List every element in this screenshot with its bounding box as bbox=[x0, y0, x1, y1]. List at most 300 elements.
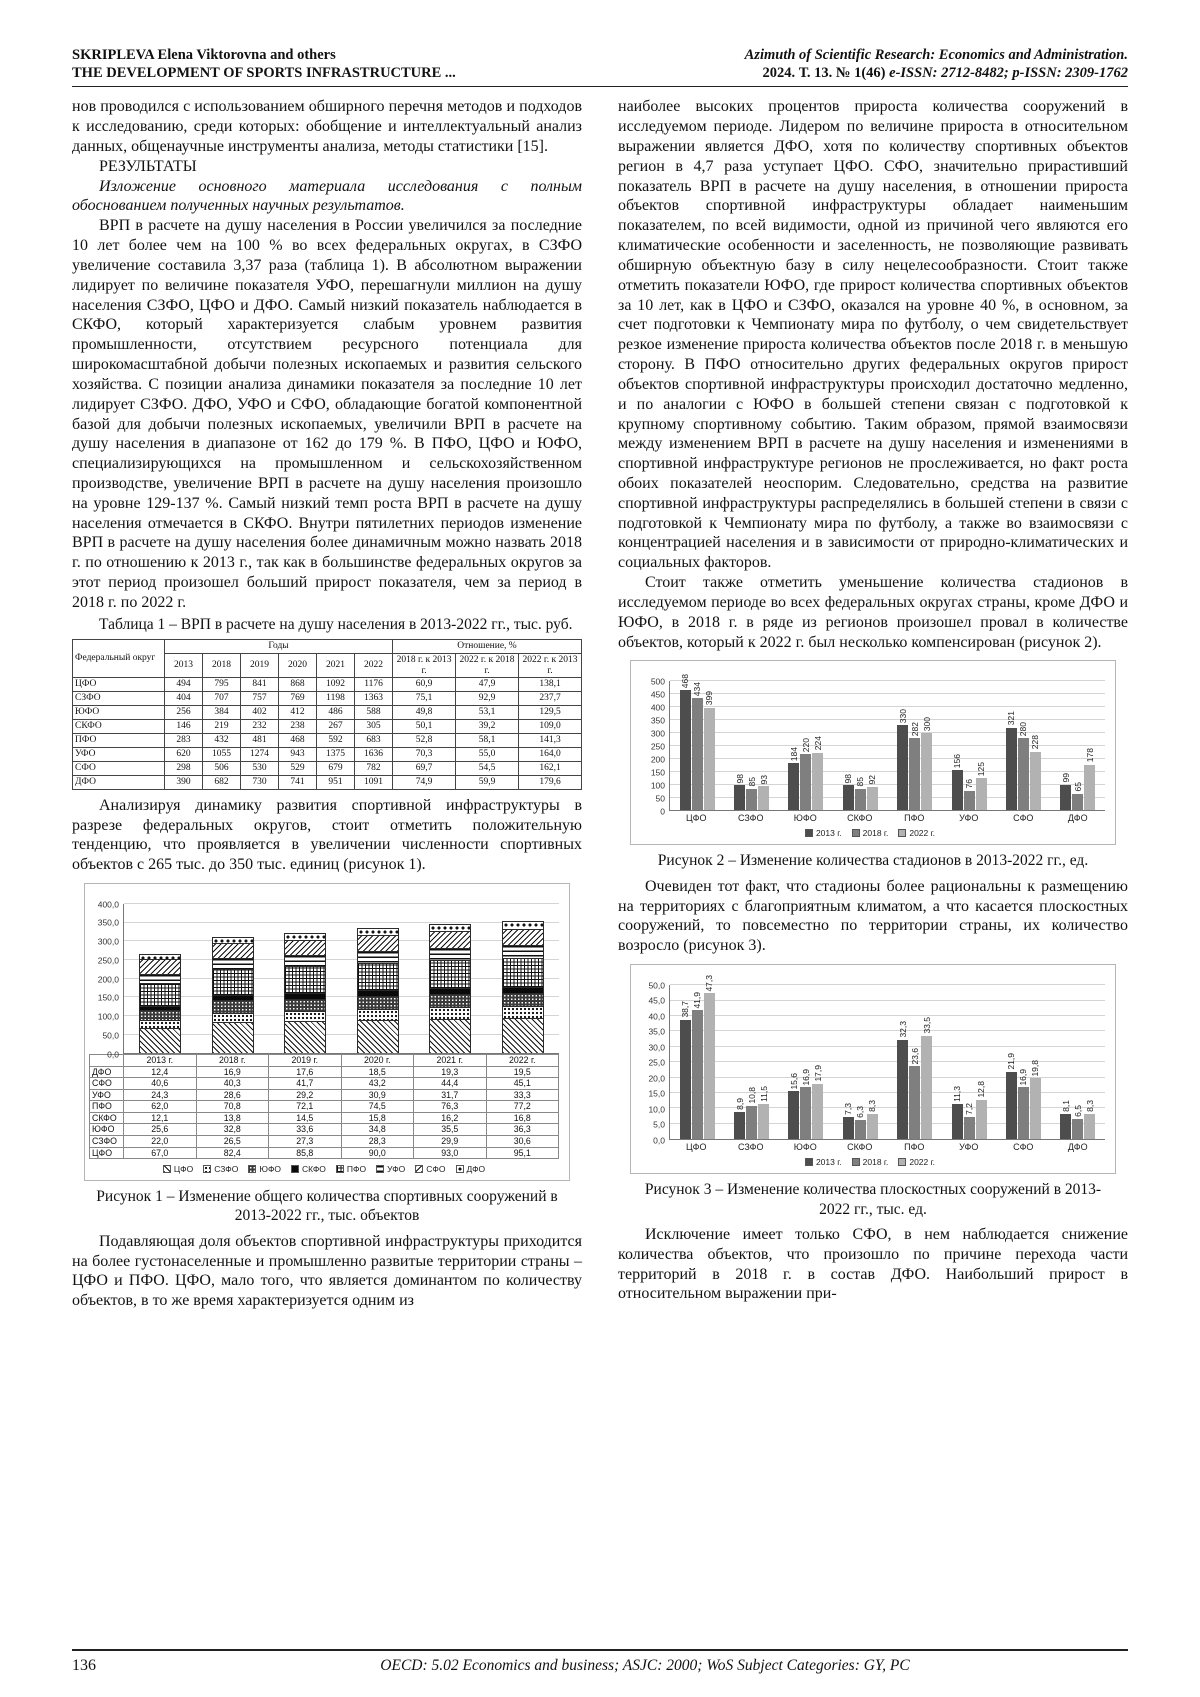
y-tick-label: 0 bbox=[660, 806, 665, 817]
table-cell: 29,9 bbox=[414, 1135, 487, 1147]
table-cell: 41,7 bbox=[269, 1078, 342, 1090]
bar-segment-УФО bbox=[357, 951, 399, 963]
bar bbox=[812, 736, 823, 811]
bar-value-label: 98 bbox=[734, 773, 745, 784]
table-cell: 50,1 bbox=[393, 720, 456, 734]
column-header: 2022 г. к 2013 г. bbox=[519, 653, 582, 678]
bar bbox=[679, 1001, 691, 1139]
y-tick-label: 400,0 bbox=[97, 898, 119, 909]
bar-group bbox=[124, 904, 197, 1053]
table-cell: 238 bbox=[279, 720, 317, 734]
figure-2-chart bbox=[630, 660, 1116, 845]
chart-plot bbox=[89, 898, 559, 1059]
bar-groups bbox=[670, 974, 1105, 1139]
y-tick-label: 500 bbox=[650, 676, 665, 687]
row-header-cell: СЗФО bbox=[90, 1135, 124, 1147]
x-category-label: ДФО bbox=[1067, 813, 1088, 824]
y-tick-label: 350,0 bbox=[97, 917, 119, 928]
paragraph-methods-continued: нов проводился с использованием обширного перечня методов и подходов к исследованию, среди которых: обобщение и интеллектуальный анализ данных, общенаучные инструменты анализа, методы статистики [15]. bbox=[72, 98, 582, 155]
bar-value-label: 92 bbox=[867, 775, 878, 785]
row-header-cell: УФО bbox=[90, 1089, 124, 1101]
bar-value-label: 282 bbox=[909, 721, 920, 736]
table-cell: 15,8 bbox=[341, 1112, 414, 1124]
y-axis bbox=[89, 898, 123, 1059]
table-row bbox=[90, 1101, 559, 1113]
table-cell: 16,8 bbox=[486, 1112, 559, 1124]
table-cell: 16,2 bbox=[414, 1112, 487, 1124]
x-category-label: СФО bbox=[1013, 1142, 1034, 1153]
bar-group bbox=[269, 904, 342, 1053]
table-cell: 74,9 bbox=[393, 775, 456, 789]
table-cell: 53,1 bbox=[456, 706, 519, 720]
table-cell: 707 bbox=[203, 692, 241, 706]
table-cell: 34,8 bbox=[341, 1124, 414, 1136]
bar bbox=[1030, 1059, 1041, 1139]
bar bbox=[975, 1081, 987, 1139]
bar-segment-СЗФО bbox=[284, 1011, 326, 1021]
table-cell: 256 bbox=[165, 706, 203, 720]
legend-swatch bbox=[336, 1165, 344, 1173]
table-cell: 33,3 bbox=[486, 1089, 559, 1101]
table-cell: 1091 bbox=[355, 775, 393, 789]
plot-area bbox=[669, 974, 1105, 1140]
y-tick-label: 0,0 bbox=[653, 1134, 665, 1145]
paragraph-stadiums: Стоит также отметить уменьшение количества стадионов в исследуемом периоде во всех федеральных округах страны, кроме ДФО и ЮФО, в 2018 г. в ряде из регионов произошел провал в количестве объектов, который к 2022 г. был несколько компенсирован (рисунок 2). bbox=[618, 574, 1128, 651]
table-cell: 62,0 bbox=[124, 1101, 197, 1113]
table-cell: 683 bbox=[355, 734, 393, 748]
x-category-label: СЗФО bbox=[737, 1142, 764, 1153]
table-cell: 70,8 bbox=[196, 1101, 269, 1113]
bar-value-label: 11,3 bbox=[951, 1086, 962, 1103]
bar-value-label: 156 bbox=[951, 754, 962, 769]
table-cell: 16,9 bbox=[196, 1066, 269, 1078]
bar-value-label: 224 bbox=[812, 736, 823, 751]
chart-plot bbox=[635, 974, 1105, 1145]
bar bbox=[921, 716, 932, 810]
bar-value-label: 85 bbox=[855, 777, 866, 787]
bar-group bbox=[1051, 681, 1105, 810]
column-header: 2021 bbox=[317, 653, 355, 678]
bar-segment-ЮФО bbox=[429, 994, 471, 1007]
table-row bbox=[90, 1147, 559, 1159]
table-cell: 19,3 bbox=[414, 1066, 487, 1078]
y-tick-label: 35,0 bbox=[648, 1026, 665, 1037]
legend-swatch bbox=[456, 1165, 464, 1173]
bar-group bbox=[996, 681, 1050, 810]
figure-2-caption: Рисунок 2 – Изменение количества стадионов в 2013-2022 гг., ед. bbox=[657, 852, 1089, 870]
table-cell: 468 bbox=[279, 734, 317, 748]
x-category-label: ДФО bbox=[1067, 1142, 1088, 1153]
table-cell: 795 bbox=[203, 678, 241, 692]
bar-value-label: 468 bbox=[679, 673, 690, 688]
table-cell: 592 bbox=[317, 734, 355, 748]
table-cell: 12,1 bbox=[124, 1112, 197, 1124]
table-cell: 30,6 bbox=[486, 1135, 559, 1147]
table-cell: 506 bbox=[203, 761, 241, 775]
legend-swatch bbox=[805, 829, 813, 837]
table-cell: 951 bbox=[317, 775, 355, 789]
bar-value-label: 11,5 bbox=[758, 1085, 769, 1102]
page-number: 136 bbox=[72, 1657, 96, 1674]
y-tick-label: 5,0 bbox=[653, 1119, 665, 1130]
bar-group bbox=[888, 681, 942, 810]
bar bbox=[909, 1047, 920, 1139]
table-cell: 26,5 bbox=[196, 1135, 269, 1147]
page-header bbox=[72, 46, 1128, 87]
bar bbox=[800, 1068, 811, 1139]
legend-swatch bbox=[852, 1158, 860, 1166]
table-cell: 59,9 bbox=[456, 775, 519, 789]
bar bbox=[867, 1099, 878, 1140]
bar bbox=[1006, 711, 1017, 811]
x-category-label: ПФО bbox=[904, 1142, 925, 1153]
table-cell: 52,8 bbox=[393, 734, 456, 748]
table-cell: 44,4 bbox=[414, 1078, 487, 1090]
bar-segment-ЦФО bbox=[502, 1018, 544, 1053]
bar-value-label: 17,9 bbox=[812, 1065, 823, 1082]
table-cell: 14,5 bbox=[269, 1112, 342, 1124]
table-cell: 93,0 bbox=[414, 1147, 487, 1159]
legend-label: 2022 г. bbox=[909, 828, 936, 839]
table-cell: 164,0 bbox=[519, 748, 582, 762]
plot-area bbox=[123, 904, 559, 1054]
table-cell: 18,5 bbox=[341, 1066, 414, 1078]
column-header-district: Федеральный округ bbox=[73, 639, 165, 678]
bar-group bbox=[670, 974, 724, 1139]
x-category-label: СКФО bbox=[847, 1142, 873, 1153]
table-cell: 70,3 bbox=[393, 748, 456, 762]
table-row bbox=[73, 748, 582, 762]
y-tick-label: 450 bbox=[650, 689, 665, 700]
y-axis bbox=[635, 676, 669, 817]
bar-segment-ЮФО bbox=[139, 1010, 181, 1020]
bar bbox=[746, 1087, 757, 1139]
figure-1-data-table bbox=[89, 1054, 559, 1159]
paragraph-infrastructure-dynamics: Анализируя динамику развития спортивной инфраструктуры в разрезе федеральных округов, стоит отметить положительную тенденцию, что проявляется в увеличении численности спортивных объектов с 265 тыс. до 350 тыс. единиц (рисунок 1). bbox=[72, 796, 582, 874]
bar-segment-ЮФО bbox=[284, 999, 326, 1012]
table-cell: 412 bbox=[279, 706, 317, 720]
bar-segment-СЗФО bbox=[212, 1013, 254, 1023]
bar-segment-СФО bbox=[284, 940, 326, 956]
legend-swatch bbox=[898, 829, 906, 837]
table-row bbox=[73, 706, 582, 720]
legend-item bbox=[456, 1164, 486, 1174]
row-header-cell: СЗФО bbox=[73, 692, 165, 706]
bar bbox=[788, 746, 799, 810]
x-category-label: 2019 г. bbox=[269, 1055, 342, 1067]
bar-value-label: 321 bbox=[1006, 711, 1017, 726]
bar-segment-ПФО bbox=[139, 983, 181, 1006]
legend-item bbox=[898, 828, 935, 838]
bar-segment-СФО bbox=[357, 935, 399, 951]
table-cell: 109,0 bbox=[519, 720, 582, 734]
table-cell: 74,5 bbox=[341, 1101, 414, 1113]
bar-value-label: 300 bbox=[921, 716, 932, 732]
legend-item bbox=[852, 828, 889, 838]
bar-segment-ДФО bbox=[502, 921, 544, 928]
bar-segment-ЦФО bbox=[357, 1020, 399, 1054]
header-authors: SKRIPLEVA Elena Viktorovna and others bbox=[72, 47, 336, 63]
legend-item bbox=[336, 1164, 366, 1174]
table-cell: 13,8 bbox=[196, 1112, 269, 1124]
legend-label: СФО bbox=[426, 1164, 446, 1175]
paragraph-vrp-analysis: ВРП в расчете на душу населения в России увеличился за последние 10 лет более чем на 100 % во всех федеральных округах, в СЗФО увеличение составила 3,37 раза (таблица 1). В абсолютном выражении лидирует по величине показателя УФО, перешагнули миллион на душу населения СЗФО, ЦФО и ДФО. Самый низкий показатель наблюдается в СКФО, который характеризуется слабым уровнем развития промышленности, отсутствием ресурсного потенциала для широкомасштабной добычи полезных ископаемых и развития сельского хозяйства. С позиции анализа динамики показателя за последние 10 лет лидирует СЗФО. ДФО, УФО и СФО, обладающие богатой компонентной базой для добычи полезных ископаемых, увеличили ВРП в расчете на душу населения в диапазоне от 162 до 179 %. В ПФО, ЦФО и ЮФО, специализирующихся на промышленном и сельскохозяйственном производстве, увеличение ВРП в расчете на душу населения произошло на уровне 129-137 %. Самый низкий темп роста ВРП в расчете на душу населения отмечается в СКФО. Внутри пятилетних периодов изменение ВРП в расчете на душу населения более динамичным можно назвать 2018 г. по отношению к 2013 г., так как в большинстве федеральных округов за этот период произошел больший прирост показателя, чем за период в 2018 г. по 2022 г. bbox=[72, 217, 582, 611]
bar-segment-СФО bbox=[139, 959, 181, 974]
y-tick-label: 300,0 bbox=[97, 936, 119, 947]
table-cell: 402 bbox=[241, 706, 279, 720]
table-cell: 588 bbox=[355, 706, 393, 720]
legend-label: ЦФО bbox=[173, 1164, 194, 1175]
row-header-cell: ЦФО bbox=[90, 1147, 124, 1159]
bar bbox=[1018, 1068, 1029, 1139]
header-issue: 2024. Т. 13. № 1(46) bbox=[762, 65, 886, 82]
legend-item bbox=[415, 1164, 445, 1174]
bar-segment-ЦФО bbox=[429, 1019, 471, 1054]
table-1-container bbox=[72, 639, 582, 790]
stacked-bar bbox=[429, 904, 471, 1053]
table-cell: 390 bbox=[165, 775, 203, 789]
footer-classification-text: OECD: 5.02 Economics and business; ASJC: 2000; WoS Subject Categories: GY, PC bbox=[380, 1657, 910, 1674]
bar bbox=[897, 709, 908, 810]
bar bbox=[963, 779, 975, 811]
page-footer bbox=[72, 1649, 1128, 1675]
legend-item bbox=[248, 1164, 281, 1174]
bar bbox=[963, 1103, 975, 1139]
x-axis bbox=[669, 813, 1105, 823]
table-cell: 24,3 bbox=[124, 1089, 197, 1101]
bar bbox=[843, 773, 854, 810]
table-cell: 404 bbox=[165, 692, 203, 706]
table-cell: 55,0 bbox=[456, 748, 519, 762]
bar-group bbox=[342, 904, 415, 1053]
bar bbox=[758, 774, 769, 810]
y-tick-label: 100 bbox=[650, 780, 665, 791]
y-tick-label: 50,0 bbox=[102, 1030, 119, 1041]
legend-label: 2018 г. bbox=[862, 1157, 889, 1168]
table-cell: 138,1 bbox=[519, 678, 582, 692]
bar-segment-УФО bbox=[502, 945, 544, 957]
row-header-cell: СКФО bbox=[90, 1112, 124, 1124]
table-cell: 757 bbox=[241, 692, 279, 706]
table-cell: 35,5 bbox=[414, 1124, 487, 1136]
y-tick-label: 50,0 bbox=[648, 979, 665, 990]
bar-value-label: 434 bbox=[691, 682, 702, 697]
y-tick-label: 250 bbox=[650, 741, 665, 752]
bar bbox=[867, 775, 878, 811]
bar bbox=[734, 773, 745, 810]
legend-swatch bbox=[415, 1165, 423, 1173]
table-cell: 1092 bbox=[317, 678, 355, 692]
bar-value-label: 8,3 bbox=[867, 1099, 878, 1112]
row-header-cell: ДФО bbox=[73, 775, 165, 789]
bar-value-label: 280 bbox=[1018, 722, 1029, 737]
table-cell: 267 bbox=[317, 720, 355, 734]
bar-value-label: 10,8 bbox=[746, 1087, 757, 1104]
bar-segment-ЦФО bbox=[284, 1021, 326, 1053]
table-cell: 283 bbox=[165, 734, 203, 748]
row-header-cell: СКФО bbox=[73, 720, 165, 734]
table-cell: 529 bbox=[279, 761, 317, 775]
table-cell: 179,6 bbox=[519, 775, 582, 789]
legend-swatch bbox=[898, 1158, 906, 1166]
plot-area bbox=[669, 673, 1105, 811]
table-cell: 77,2 bbox=[486, 1101, 559, 1113]
vrp-table bbox=[72, 639, 582, 790]
table-cell: 58,1 bbox=[456, 734, 519, 748]
y-tick-label: 150,0 bbox=[97, 992, 119, 1003]
x-category-label: 2020 г. bbox=[341, 1055, 414, 1067]
legend-swatch bbox=[852, 829, 860, 837]
table-cell: 69,7 bbox=[393, 761, 456, 775]
bar bbox=[1084, 748, 1095, 811]
bar-value-label: 184 bbox=[788, 746, 799, 761]
stacked-bar bbox=[284, 904, 326, 1053]
legend-swatch bbox=[805, 1158, 813, 1166]
legend-item bbox=[376, 1164, 405, 1174]
table-row bbox=[90, 1124, 559, 1136]
table-cell: 162,1 bbox=[519, 761, 582, 775]
paragraph-material-statement: Изложение основного материала исследования с полным обоснованием полученных научных результатов. bbox=[72, 177, 582, 215]
table-cell: 40,3 bbox=[196, 1078, 269, 1090]
table-cell: 1176 bbox=[355, 678, 393, 692]
table-cell: 146 bbox=[165, 720, 203, 734]
bar-group bbox=[833, 985, 887, 1139]
legend-label: СКФО bbox=[302, 1164, 326, 1175]
bar-value-label: 6,3 bbox=[855, 1105, 866, 1118]
chart-plot bbox=[635, 673, 1105, 817]
bar bbox=[1072, 1105, 1083, 1139]
paragraph-object-share: Подавляющая доля объектов спортивной инфраструктуры приходится на более густонаселенные и промышленно развитые территории страны – ЦФО и ПФО. ЦФО, мало того, что является доминантом по количеству объектов, в то же время характеризуется одним из bbox=[72, 1232, 582, 1310]
legend-label: 2013 г. bbox=[815, 828, 842, 839]
bar bbox=[1084, 1099, 1095, 1140]
left-column bbox=[72, 97, 582, 1649]
x-category-label: ЦФО bbox=[685, 813, 707, 824]
bar-value-label: 19,8 bbox=[1030, 1059, 1041, 1077]
right-column bbox=[618, 97, 1128, 1649]
legend-swatch bbox=[291, 1165, 299, 1173]
bar-value-label: 399 bbox=[703, 691, 714, 706]
table-cell: 730 bbox=[241, 775, 279, 789]
table-cell: 90,0 bbox=[341, 1147, 414, 1159]
legend-item bbox=[163, 1164, 193, 1174]
bar-value-label: 41,9 bbox=[691, 991, 702, 1009]
table-cell: 481 bbox=[241, 734, 279, 748]
chart-legend bbox=[635, 1157, 1105, 1167]
x-category-label: УФО bbox=[959, 813, 979, 824]
x-category-label: 2013 г. bbox=[124, 1055, 197, 1067]
bar bbox=[909, 721, 920, 811]
bar bbox=[746, 777, 757, 811]
paragraph-growth-analysis: наиболее высоких процентов прироста количества сооружений в исследуемом периоде. Лидером по величине прироста в относительном выражении является ДФО, хотя по количеству спортивных объектов регион в 4,7 раза уступает ЦФО. СФО, значительно прирастивший показатель ВРП в расчете на душу населения, в отношении прироста объектов спортивной инфраструктуры обладает наименьшим показателем, по всей видимости, одной из причиной чего являются его климатические особенности и заселенность, не позволяющие развивать обширную объектную базу в силу нецелесообразности. Стоит также отметить показатели ЮФО, где прирост количества спортивных объектов за 10 лет, как в ЦФО и СЗФО, оказался на уровне 40 %, в основном, за счет подготовки к Чемпионату мира по футболу, о чем свидетельствует резкое изменение прироста количества объектов после 2018 г. в меньшую сторону. В ПФО относительно других федеральных округов прирост объектов спортивной инфраструктуры происходил достаточно медленно, и по аналогии с ЮФО в большей степени связан с подготовкой к крупному спортивному событию. Таким образом, прямой взаимосвязи между изменением ВРП в расчете на душу населения и изменениями в спортивной инфраструктуре регионов не прослеживается, но факт роста обоих показателей неоспорим. Следовательно, средства на развитие спортивной инфраструктуры распределялись в большей степени в связи с подготовкой к Чемпионату мира по футболу, а также во взаимосвязи с концентрацией населения и в зависимости от природно-климатических и социальных факторов. bbox=[618, 98, 1128, 572]
legend-swatch bbox=[203, 1165, 211, 1173]
table-cell: 486 bbox=[317, 706, 355, 720]
bar bbox=[951, 1086, 963, 1139]
header-left bbox=[72, 46, 456, 82]
y-tick-label: 10,0 bbox=[648, 1103, 665, 1114]
bar-groups bbox=[670, 673, 1105, 810]
bar bbox=[1018, 722, 1029, 810]
bar-group bbox=[724, 985, 778, 1139]
bar-group bbox=[487, 904, 560, 1053]
table-cell: 76,3 bbox=[414, 1101, 487, 1113]
bar-value-label: 76 bbox=[963, 779, 974, 789]
table-cell: 1636 bbox=[355, 748, 393, 762]
table-cell: 25,6 bbox=[124, 1124, 197, 1136]
table-row bbox=[73, 692, 582, 706]
bar-segment-ЮФО bbox=[502, 993, 544, 1007]
bar-segment-УФО bbox=[212, 958, 254, 969]
row-header-cell: СФО bbox=[73, 761, 165, 775]
table-cell: 31,7 bbox=[414, 1089, 487, 1101]
column-header: 2013 bbox=[165, 653, 203, 678]
bar-segment-УФО bbox=[429, 948, 471, 960]
table-row bbox=[73, 720, 582, 734]
table-cell: 841 bbox=[241, 678, 279, 692]
x-category-label: ЮФО bbox=[793, 1142, 817, 1153]
bar-value-label: 8,3 bbox=[1084, 1099, 1095, 1112]
bar-value-label: 93 bbox=[758, 774, 769, 785]
row-header-cell: ПФО bbox=[90, 1101, 124, 1113]
chart-legend bbox=[89, 1164, 559, 1174]
stacked-bar bbox=[212, 904, 254, 1053]
stacked-bar bbox=[357, 904, 399, 1053]
header-issue-line bbox=[745, 64, 1128, 82]
bar bbox=[1060, 1100, 1071, 1139]
x-category-label: ЮФО bbox=[793, 813, 817, 824]
bar-value-label: 32,3 bbox=[897, 1021, 908, 1038]
bar bbox=[1006, 1053, 1017, 1139]
legend-label: 2022 г. bbox=[909, 1157, 936, 1168]
bar bbox=[855, 777, 866, 811]
bar bbox=[734, 1097, 745, 1139]
table-cell: 54,5 bbox=[456, 761, 519, 775]
bar-segment-ЮФО bbox=[212, 1000, 254, 1012]
x-category-label: СЗФО bbox=[737, 813, 764, 824]
table-row bbox=[73, 775, 582, 789]
table-cell: 39,2 bbox=[456, 720, 519, 734]
table-cell: 82,4 bbox=[196, 1147, 269, 1159]
table-cell: 60,9 bbox=[393, 678, 456, 692]
bar-value-label: 21,9 bbox=[1006, 1053, 1017, 1070]
table-cell: 49,8 bbox=[393, 706, 456, 720]
legend-item bbox=[805, 1157, 842, 1167]
bar-segment-СЗФО bbox=[502, 1006, 544, 1017]
bar-segment-ПФО bbox=[429, 960, 471, 988]
bar-value-label: 178 bbox=[1084, 748, 1095, 763]
table-cell: 298 bbox=[165, 761, 203, 775]
bar bbox=[897, 1021, 908, 1139]
table-cell: 45,1 bbox=[486, 1078, 559, 1090]
legend-label: ПФО bbox=[346, 1164, 367, 1175]
stacked-bar bbox=[139, 904, 181, 1053]
table-cell: 305 bbox=[355, 720, 393, 734]
legend-label: СЗФО bbox=[214, 1164, 239, 1175]
bar-group bbox=[942, 681, 996, 810]
table-cell: 95,1 bbox=[486, 1147, 559, 1159]
bar-groups bbox=[124, 904, 559, 1053]
paragraph-flat-facilities: Очевиден тот факт, что стадионы более рациональны к размещению на территориях с благоприятным климатом, а что касается плоскостных сооружений, то повсеместно по территории страны, их количество возросло (рисунок 3). bbox=[618, 877, 1128, 955]
table-cell: 43,2 bbox=[341, 1078, 414, 1090]
y-tick-label: 300 bbox=[650, 728, 665, 739]
bar bbox=[758, 1085, 769, 1139]
y-tick-label: 200,0 bbox=[97, 973, 119, 984]
bar-value-label: 12,8 bbox=[975, 1081, 986, 1098]
header-running-title: THE DEVELOPMENT OF SPORTS INFRASTRUCTURE ... bbox=[72, 65, 456, 82]
column-group-years: Годы bbox=[165, 639, 393, 653]
y-tick-label: 25,0 bbox=[648, 1057, 665, 1068]
table-cell: 741 bbox=[279, 775, 317, 789]
bar bbox=[812, 1065, 823, 1139]
